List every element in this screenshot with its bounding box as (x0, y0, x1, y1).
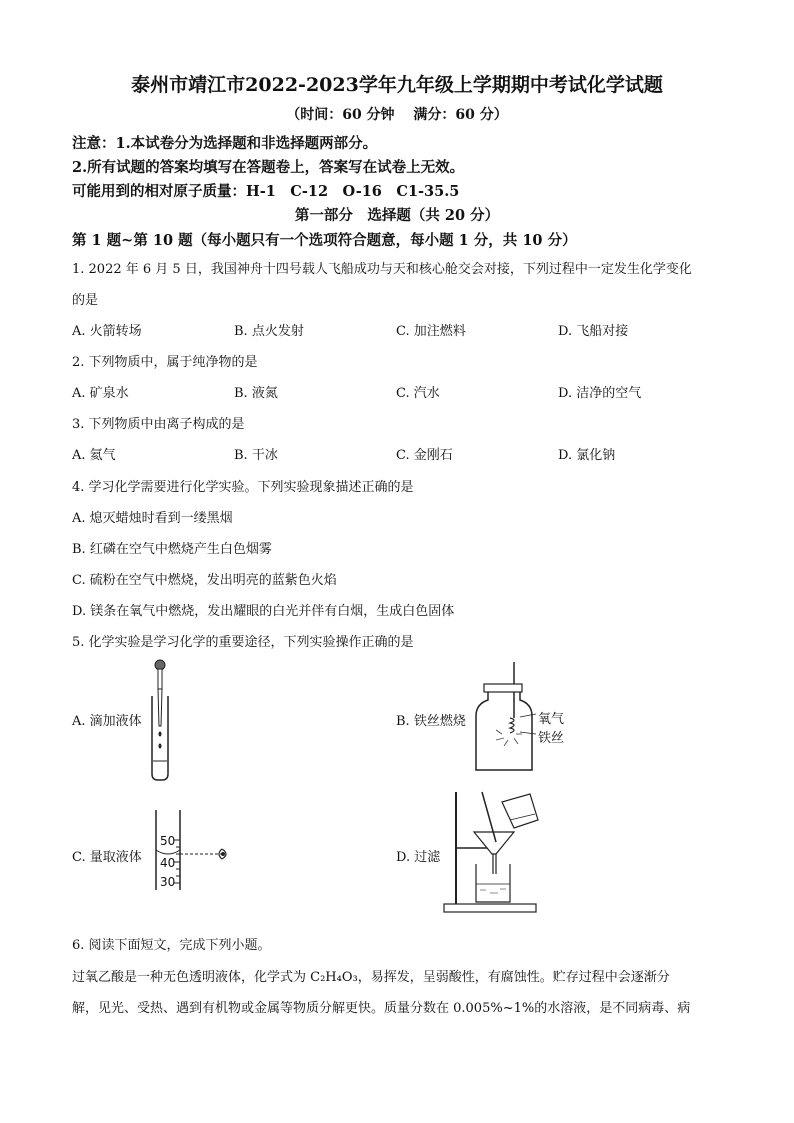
iron-wire-combustion-figure (474, 662, 534, 774)
q5-option-a: A. 滴加液体 (72, 714, 142, 729)
note-line-3: 可能用到的相对原子质量：H-1 C-12 O-16 C1-35.5 (72, 183, 460, 200)
question-1-stem-cont: 的是 (72, 293, 99, 308)
q5-option-d: D. 过滤 (396, 850, 441, 865)
q5-option-b: B. 铁丝燃烧 (396, 714, 466, 729)
passage-line-2: 解，见光、受热、遇到有机物或金属等物质分解更快。质量分数在 0.005%~1%的水溶液，是不同病毒、病 (72, 1001, 691, 1016)
filtration-apparatus-figure (440, 792, 540, 916)
q2-option-c: C. 汽水 (396, 386, 440, 401)
q5-option-c: C. 量取液体 (72, 850, 142, 865)
q1-option-d: D. 飞船对接 (558, 324, 629, 339)
tick-label-50: 50 (160, 834, 176, 848)
note-line-1: 注意：1.本试卷分为选择题和非选择题两部分。 (72, 135, 378, 152)
dropper-test-tube-figure (145, 656, 185, 784)
q1-option-a: A. 火箭转场 (72, 324, 142, 339)
tick-label-30: 30 (160, 875, 176, 889)
question-5-stem: 5. 化学实验是学习化学的重要途径，下列实验操作正确的是 (72, 635, 414, 650)
q1-option-b: B. 点火发射 (234, 324, 304, 339)
q2-option-a: A. 矿泉水 (72, 386, 129, 401)
q4-option-d: D. 镁条在氧气中燃烧，发出耀眼的白光并伴有白烟，生成白色固体 (72, 604, 455, 619)
q3-option-a: A. 氦气 (72, 448, 116, 463)
q1-option-c: C. 加注燃料 (396, 324, 466, 339)
exam-subtitle: （时间：60 分钟 满分：60 分） (286, 107, 508, 123)
section-title: 第一部分 选择题（共 20 分） (294, 207, 500, 224)
question-1-stem: 1. 2022 年 6 月 5 日，我国神舟十四号载人飞船成功与天和核心舱交会对接，下列过程中一定发生化学变化 (72, 262, 692, 277)
exam-title: 泰州市靖江市2022-2023学年九年级上学期期中考试化学试题 (131, 74, 663, 96)
iron-wire-label: 铁丝 (538, 731, 565, 746)
q3-option-b: B. 干冰 (234, 448, 278, 463)
question-2-stem: 2. 下列物质中，属于纯净物的是 (72, 355, 258, 370)
tick-label-40: 40 (160, 856, 176, 870)
question-3-stem: 3. 下列物质中由离子构成的是 (72, 417, 245, 432)
q3-option-c: C. 金刚石 (396, 448, 453, 463)
section-instruction: 第 1 题~第 10 题（每小题只有一个选项符合题意，每小题 1 分，共 10 分） (72, 232, 577, 249)
q4-option-a: A. 熄灭蜡烛时看到一缕黑烟 (72, 511, 233, 526)
question-4-stem: 4. 学习化学需要进行化学实验。下列实验现象描述正确的是 (72, 480, 414, 495)
q2-option-b: B. 液氮 (234, 386, 278, 401)
note-line-2: 2.所有试题的答案均填写在答题卷上，答案写在试卷上无效。 (72, 159, 465, 176)
q2-option-d: D. 洁净的空气 (558, 386, 642, 401)
q3-option-d: D. 氯化钠 (558, 448, 616, 463)
question-6-stem: 6. 阅读下面短文，完成下列小题。 (72, 938, 271, 953)
q4-option-c: C. 硫粉在空气中燃烧，发出明亮的蓝紫色火焰 (72, 573, 337, 588)
oxygen-label: 氧气 (538, 712, 565, 727)
q4-option-b: B. 红磷在空气中燃烧产生白色烟雾 (72, 542, 272, 557)
passage-line-1: 过氧乙酸是一种无色透明液体，化学式为 C₂H₄O₃，易挥发，呈弱酸性，有腐蚀性。贮存过程中会逐渐分 (72, 970, 670, 985)
